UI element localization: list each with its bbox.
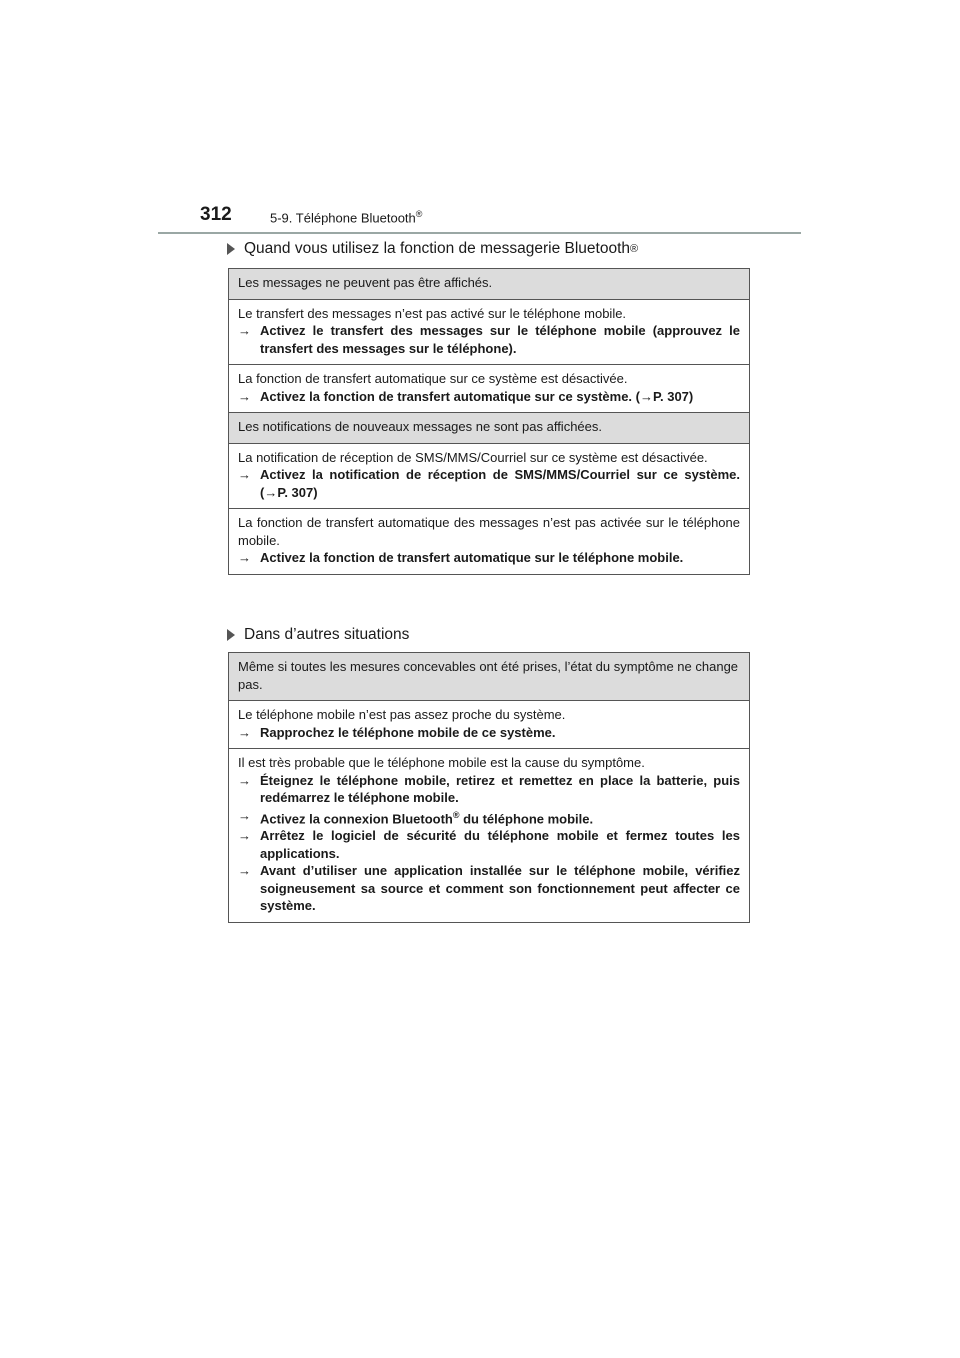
cause-row: Le transfert des messages n’est pas activé sur le téléphone mobile. → Activez le transfert des messages sur le téléphone mobile (approuvez le transfert des messages sur le téléphone).: [229, 299, 749, 365]
action-item: → Activez la fonction de transfert automatique sur le téléphone mobile.: [238, 550, 684, 565]
arrow-icon: →: [238, 388, 251, 404]
arrow-icon: →: [238, 467, 251, 482]
action-item: → Activez la connexion Bluetooth® du téléphone mobile.: [238, 807, 594, 826]
section-title-messaging: Quand vous utilisez la fonction de messagerie Bluetooth ®: [225, 240, 638, 258]
action-item: → Activez le transfert des messages sur le téléphone mobile (approuvez le transfert des messages sur le téléphone).: [238, 323, 740, 356]
arrow-icon: →: [238, 724, 251, 740]
symptom-row: Les messages ne peuvent pas être affichés.: [229, 269, 749, 299]
troubleshooting-table-messaging: [228, 268, 750, 575]
cause-row: Le téléphone mobile n’est pas assez proche du système. → Rapprochez le téléphone mobile de ce système.: [229, 700, 749, 748]
symptom-row: Les notifications de nouveaux messages ne sont pas affichées.: [229, 412, 749, 443]
action-item: → Rapprochez le téléphone mobile de ce système.: [238, 724, 556, 740]
cause-row: La fonction de transfert automatique sur ce système est désactivée. → Activez la fonction de transfert automatique sur ce système. (→P. 307): [229, 364, 749, 412]
page-number: 312: [200, 204, 232, 225]
arrow-icon: →: [238, 828, 251, 844]
page-header: [158, 200, 801, 234]
arrow-icon: →: [238, 323, 251, 338]
action-item: → Arrêtez le logiciel de sécurité du téléphone mobile et fermez toutes les applications.: [238, 828, 740, 861]
arrow-icon: →: [238, 772, 251, 788]
chapter-title: 5-9. Téléphone Bluetooth®: [270, 209, 423, 226]
section-title-other: Dans d’autres situations: [225, 626, 409, 644]
action-item: → Activez la notification de réception de SMS/MMS/Courriel sur ce système. (→P. 307): [238, 467, 740, 500]
triangle-bullet-icon: [227, 243, 235, 255]
troubleshooting-table-other: [228, 652, 750, 923]
cause-row: Il est très probable que le téléphone mobile est la cause du symptôme. → Éteignez le téléphone mobile, retirez et remettez en place la batterie, puis redémarrez le téléphone mobile. → Activez la connexion Bluetooth® du téléphone mobile. → Arrêtez le logiciel de sécurité du téléphone mobile et fermez toutes les applications. → Avant d’utiliser une application installée sur le téléphone mobile, vérifiez soigneusement sa source et comment son fonctionnement peut affecter ce système.: [229, 748, 749, 922]
action-item: → Avant d’utiliser une application installée sur le téléphone mobile, vérifiez soigneusement sa source et comment son fonctionnement peut affecter ce système.: [238, 863, 740, 914]
action-item: → Activez la fonction de transfert automatique sur ce système. (→P. 307): [238, 388, 694, 404]
triangle-bullet-icon: [227, 629, 235, 641]
header-divider: [158, 232, 801, 234]
symptom-row: Même si toutes les mesures concevables ont été prises, l’état du symptôme ne change pas.: [229, 653, 749, 700]
arrow-icon: →: [238, 863, 251, 879]
cause-row: La notification de réception de SMS/MMS/Courriel sur ce système est désactivée. → Activez la notification de réception de SMS/MMS/Courriel sur ce système. (→P. 307): [229, 443, 749, 509]
arrow-icon: →: [238, 550, 251, 565]
arrow-icon: →: [238, 807, 251, 823]
action-item: → Éteignez le téléphone mobile, retirez et remettez en place la batterie, puis redémarrez le téléphone mobile.: [238, 772, 740, 805]
cause-row: La fonction de transfert automatique des messages n’est pas activée sur le téléphone mobile. → Activez la fonction de transfert automatique sur le téléphone mobile.: [229, 508, 749, 574]
